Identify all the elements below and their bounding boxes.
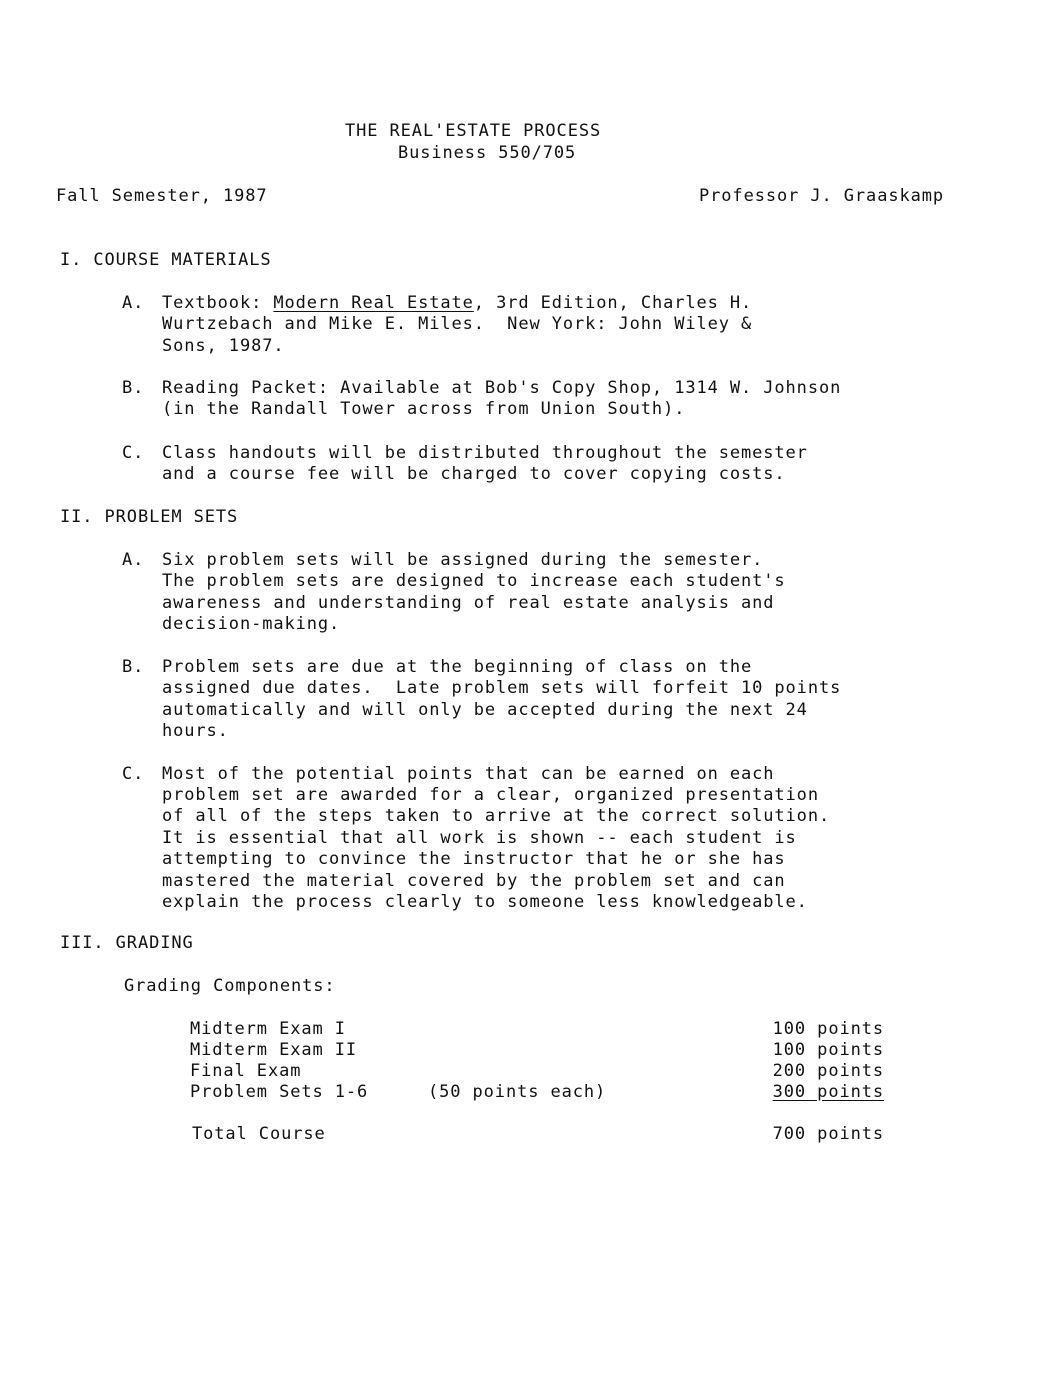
professor: Professor J. Graaskamp — [699, 186, 944, 206]
textbook-line-3: Sons, 1987. — [162, 336, 285, 356]
semester: Fall Semester, 1987 — [56, 186, 268, 206]
component-note: (50 points each) — [428, 1082, 607, 1102]
item-marker: C. — [122, 443, 145, 463]
item-marker: B. — [122, 657, 145, 677]
paragraph-line: automatically and will only be accepted during the next 24 — [162, 700, 808, 720]
paragraph-line: Six problem sets will be assigned during the semester. — [162, 550, 764, 570]
component-name: Midterm Exam I — [190, 1019, 346, 1039]
section-heading-course-materials: I. COURSE MATERIALS — [60, 250, 272, 270]
component-points: 100 points — [772, 1019, 884, 1039]
paragraph-line: explain the process clearly to someone less knowledgeable. — [162, 892, 808, 912]
component-name: Problem Sets 1-6 — [190, 1082, 369, 1102]
handouts-line-2: and a course fee will be charged to cover copying costs. — [162, 464, 786, 484]
paragraph-line: of all of the steps taken to arrive at the correct solution. — [162, 806, 831, 826]
paragraph-line: awareness and understanding of real estate analysis and — [162, 593, 775, 613]
handouts-line-1: Class handouts will be distributed throughout the semester — [162, 443, 808, 463]
component-name: Midterm Exam II — [190, 1040, 358, 1060]
paragraph-line: mastered the material covered by the problem set and can — [162, 871, 786, 891]
document-title: THE REAL'ESTATE PROCESS — [345, 121, 602, 141]
item-marker: B. — [122, 378, 145, 398]
total-label: Total Course — [192, 1124, 326, 1144]
section-heading-problem-sets: II. PROBLEM SETS — [60, 507, 239, 527]
paragraph-line: The problem sets are designed to increase each student's — [162, 571, 786, 591]
component-points: 100 points — [772, 1040, 884, 1060]
component-points: 300 points — [772, 1082, 884, 1102]
total-points: 700 points — [772, 1124, 884, 1144]
textbook-title: Modern Real Estate — [273, 293, 474, 313]
component-points: 200 points — [772, 1061, 884, 1081]
paragraph-line: decision-making. — [162, 614, 341, 634]
paragraph-line: hours. — [162, 721, 229, 741]
grading-components-label: Grading Components: — [124, 976, 336, 996]
textbook-line-1 — [162, 293, 752, 314]
reading-packet-line-1: Reading Packet: Available at Bob's Copy Shop, 1314 W. Johnson — [162, 378, 842, 398]
textbook-line-2: Wurtzebach and Mike E. Miles. New York: John Wiley & — [162, 314, 753, 334]
reading-packet-line-2: (in the Randall Tower across from Union South). — [162, 399, 686, 419]
item-marker: A. — [122, 550, 145, 570]
paragraph-line: It is essential that all work is shown -- each student is — [162, 828, 797, 848]
item-marker: A. — [122, 293, 145, 313]
textbook-edition: , 3rd Edition, Charles H. — [473, 293, 753, 313]
paragraph-line: attempting to convince the instructor that he or she has — [162, 849, 786, 869]
component-name: Final Exam — [190, 1061, 302, 1081]
textbook-label: Textbook: — [162, 293, 274, 313]
section-heading-grading: III. GRADING — [60, 933, 194, 953]
paragraph-line: Most of the potential points that can be earned on each — [162, 764, 775, 784]
paragraph-line: assigned due dates. Late problem sets will forfeit 10 points — [162, 678, 842, 698]
paragraph-line: problem set are awarded for a clear, organized presentation — [162, 785, 819, 805]
item-marker: C. — [122, 764, 145, 784]
paragraph-line: Problem sets are due at the beginning of class on the — [162, 657, 753, 677]
course-number: Business 550/705 — [398, 143, 577, 163]
